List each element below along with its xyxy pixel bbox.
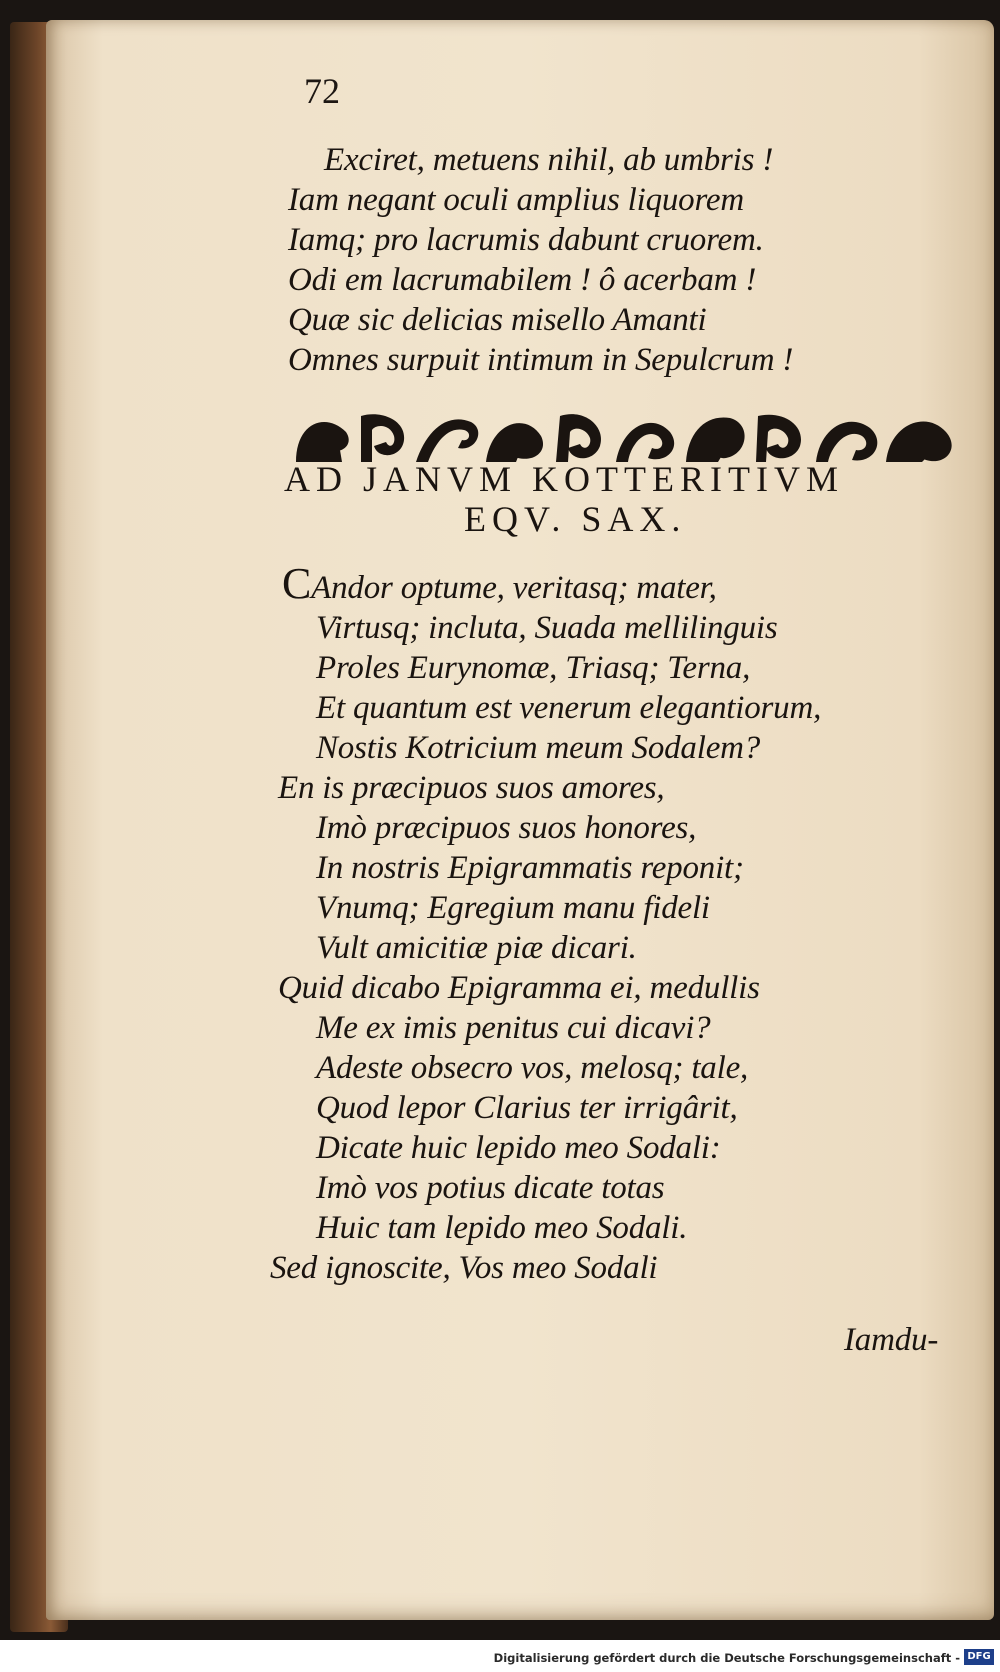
verse-line: Vnumq; Egregium manu fideli — [316, 890, 710, 926]
verse-line: Andor optume, veritasq; mater, — [311, 570, 717, 606]
poem-title: AD JANVM KOTTERITIVM — [284, 459, 844, 499]
verse-line: Virtusq; incluta, Suada mellilinguis — [316, 610, 778, 646]
verse-line: Quod lepor Clarius ter irrigârit, — [316, 1090, 738, 1126]
verse-line: Huic tam lepido meo Sodali. — [316, 1210, 688, 1246]
verse-line: Proles Eurynomæ, Triasq; Terna, — [316, 650, 751, 686]
verse-line: Vult amicitiæ piæ dicari. — [316, 930, 637, 966]
verse-line: Quid dicabo Epigramma ei, medullis — [278, 970, 760, 1006]
verse-line: Exciret, metuens nihil, ab umbris ! — [324, 142, 774, 178]
verse-line: Imò præcipuos suos honores, — [316, 810, 697, 846]
verse-line: Adeste obsecro vos, melosq; tale, — [316, 1050, 749, 1086]
catchword: Iamdu- — [844, 1322, 939, 1358]
verse-line: En is præcipuos suos amores, — [278, 770, 665, 806]
dfg-logo: DFG — [964, 1649, 994, 1665]
verse-line: Et quantum est venerum elegantiorum, — [316, 690, 822, 726]
verse-line: Imò vos potius dicate totas — [316, 1170, 665, 1206]
footer-bar — [0, 1640, 1000, 1672]
verse-line: Me ex imis penitus cui dicavi? — [316, 1010, 711, 1046]
verse-line: Sed ignoscite, Vos meo Sodali — [270, 1250, 658, 1286]
verse-line: Iam negant oculi amplius liquorem — [288, 182, 744, 218]
verse-line: Omnes surpuit intimum in Sepulcrum ! — [288, 342, 794, 378]
verse-line: Dicate huic lepido meo Sodali: — [316, 1130, 721, 1166]
poem-subtitle: EQV. SAX. — [464, 499, 687, 539]
page-number: 72 — [304, 71, 340, 111]
poem-first-line — [282, 559, 717, 608]
book-page — [46, 20, 994, 1620]
verse-line: Nostis Kotricium meum Sodalem? — [316, 730, 761, 766]
verse-line: In nostris Epigrammatis reponit; — [316, 850, 744, 886]
funding-credit: Digitalisierung gefördert durch die Deutsche Forschungsgemeinschaft - — [493, 1651, 960, 1665]
drop-cap: C — [282, 559, 312, 608]
verse-line: Quæ sic delicias misello Amanti — [288, 302, 707, 338]
verse-line: Odi em lacrumabilem ! ô acerbam ! — [288, 262, 757, 298]
verse-line: Iamq; pro lacrumis dabunt cruorem. — [288, 222, 764, 258]
